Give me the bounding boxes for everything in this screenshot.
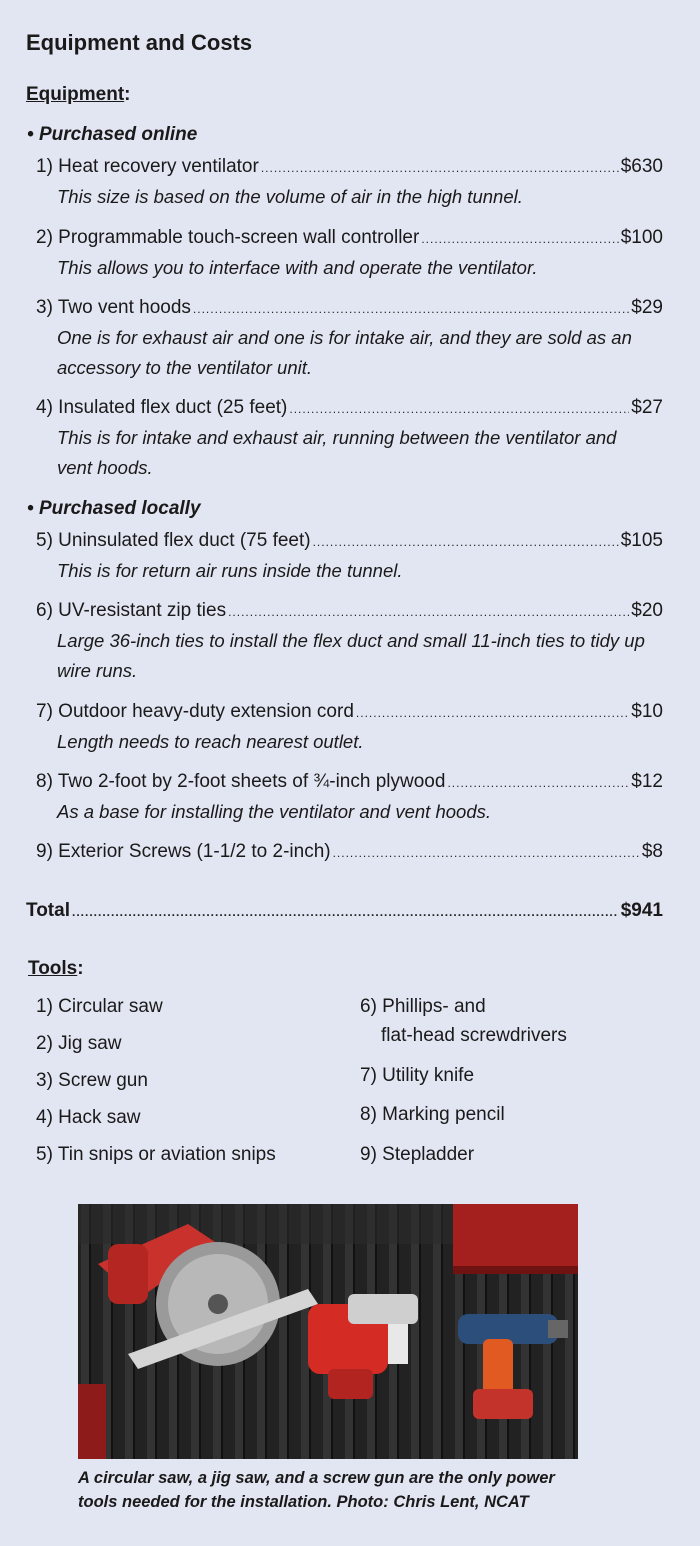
- equipment-heading-colon: :: [124, 84, 131, 105]
- page-title: Equipment and Costs: [26, 30, 253, 55]
- item-description: This allows you to interface with and operate the ventilator.: [57, 257, 538, 278]
- tools-photo: [78, 1204, 578, 1459]
- dot-leader: [356, 706, 629, 720]
- item-description: Large 36-inch ties to install the flex duct and small 11-inch ties to tidy up wire runs.: [57, 630, 645, 681]
- tool-item: 4) Hack saw: [36, 1107, 141, 1128]
- bullet: •: [27, 124, 34, 145]
- tool-item-continued: flat-head screwdrivers: [381, 1025, 567, 1046]
- cost-row: [36, 530, 663, 552]
- item-cost: $12: [631, 771, 663, 792]
- group-name: Purchased locally: [38, 498, 201, 519]
- item-cost: $630: [620, 156, 663, 177]
- item-label: 8) Two 2-foot by 2-foot sheets of ¾-inch plywood: [36, 771, 446, 792]
- item-label: 5) Uninsulated flex duct (75 feet): [36, 530, 311, 551]
- tool-item: 1) Circular saw: [36, 996, 163, 1017]
- cost-row: [36, 841, 663, 863]
- item-description: One is for exhaust air and one is for intake air, and they are sold as an accessory to the ventilator unit.: [57, 327, 632, 378]
- item-description: This size is based on the volume of air in the high tunnel.: [57, 186, 523, 207]
- item-cost: $100: [620, 227, 663, 248]
- item-cost: $20: [631, 600, 663, 621]
- tools-heading: [28, 958, 84, 980]
- cost-row: [36, 600, 663, 622]
- dot-leader: [313, 535, 619, 549]
- group-name: Purchased online: [38, 124, 198, 145]
- item-label: 1) Heat recovery ventilator: [36, 156, 259, 177]
- cost-row: [36, 701, 663, 723]
- item-cost: $8: [641, 841, 663, 862]
- tools-heading-colon: :: [77, 958, 84, 979]
- tools-heading-text: Tools: [28, 958, 78, 979]
- item-label: 4) Insulated flex duct (25 feet): [36, 397, 288, 418]
- item-cost: $105: [620, 530, 663, 551]
- item-cost: $10: [631, 701, 663, 722]
- tool-item: 8) Marking pencil: [360, 1104, 505, 1125]
- tool-item: 7) Utility knife: [360, 1065, 475, 1086]
- cost-row: [36, 771, 663, 793]
- item-label: 2) Programmable touch-screen wall controller: [36, 227, 420, 248]
- tool-item: 3) Screw gun: [36, 1070, 148, 1091]
- dot-leader: [72, 905, 619, 919]
- cost-row: [36, 227, 663, 249]
- dot-leader: [447, 776, 629, 790]
- total-cost: $941: [620, 900, 663, 921]
- equipment-heading: [26, 84, 131, 106]
- dot-leader: [333, 846, 640, 860]
- dot-leader: [228, 605, 629, 619]
- item-description: This is for intake and exhaust air, running between the ventilator and vent hoods.: [57, 427, 617, 478]
- tool-item: 5) Tin snips or aviation snips: [36, 1144, 276, 1165]
- tools-photo-illustration: [78, 1204, 578, 1459]
- dot-leader: [421, 232, 618, 246]
- item-label: 3) Two vent hoods: [36, 297, 191, 318]
- total-label: Total: [26, 900, 70, 921]
- dot-leader: [261, 161, 619, 175]
- item-label: 7) Outdoor heavy-duty extension cord: [36, 701, 354, 722]
- cost-row: [36, 297, 663, 319]
- item-label: 9) Exterior Screws (1-1/2 to 2-inch): [36, 841, 331, 862]
- group-heading-online: [27, 124, 197, 146]
- item-description: This is for return air runs inside the tunnel.: [57, 560, 403, 581]
- dot-leader: [289, 402, 629, 416]
- cost-row: [36, 397, 663, 419]
- bullet: •: [27, 498, 34, 519]
- total-row: [26, 900, 663, 922]
- item-label: 6) UV-resistant zip ties: [36, 600, 227, 621]
- item-cost: $27: [631, 397, 663, 418]
- tool-item: 9) Stepladder: [360, 1144, 475, 1165]
- equipment-heading-text: Equipment: [26, 84, 125, 105]
- photo-caption: A circular saw, a jig saw, and a screw gun are the only power tools needed for the installation. Photo: Chris Lent, NCAT: [78, 1469, 555, 1511]
- item-cost: $29: [631, 297, 663, 318]
- dot-leader: [193, 302, 629, 316]
- tool-item: 6) Phillips- and: [360, 996, 486, 1017]
- tool-item: 2) Jig saw: [36, 1033, 122, 1054]
- item-description: As a base for installing the ventilator and vent hoods.: [57, 801, 491, 822]
- item-description: Length needs to reach nearest outlet.: [57, 731, 364, 752]
- cost-row: [36, 156, 663, 178]
- group-heading-locally: [27, 498, 201, 520]
